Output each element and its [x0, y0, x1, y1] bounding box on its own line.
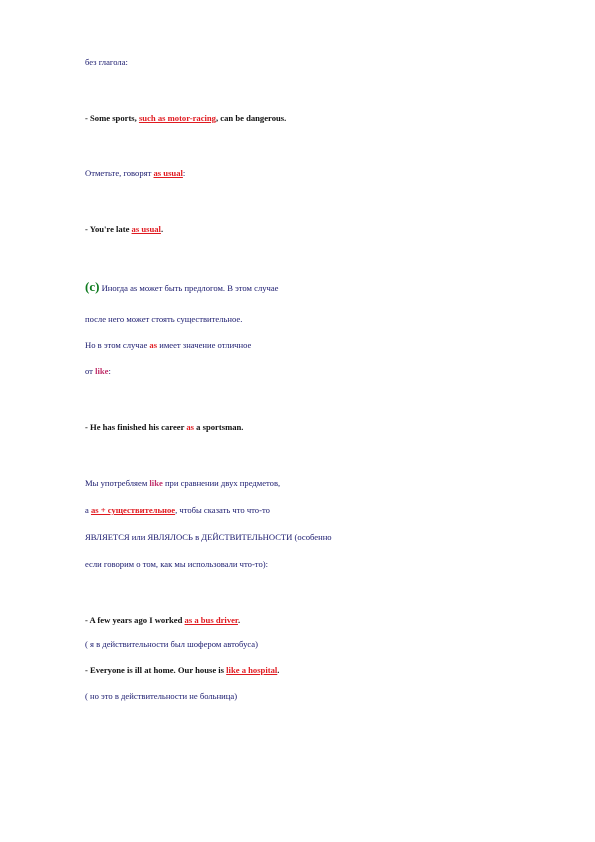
- text: если говорим о том, как мы использовали что-то):: [85, 559, 268, 569]
- rule-as-noun: [85, 504, 270, 516]
- example-late-as-usual: [85, 223, 163, 235]
- text: ( я в действительности был шофером автобуса): [85, 639, 258, 649]
- text-pre: Отметьте, говорят: [85, 168, 154, 178]
- text-post: , can be dangerous.: [215, 113, 287, 123]
- text: ( но это в действительности не больница): [85, 691, 238, 701]
- highlight-as-noun: as + существительное: [90, 505, 176, 515]
- rule-like-compare: [85, 477, 280, 489]
- text-post: :: [108, 366, 111, 376]
- rule-c-preposition: [85, 281, 278, 294]
- note-as-usual: [85, 167, 185, 179]
- text-pre: - Some sports,: [85, 113, 139, 123]
- text-pre: - He has finished his career: [85, 422, 187, 432]
- text-post: .: [277, 665, 280, 675]
- highlight-such-as: such as motor-racing: [138, 113, 216, 123]
- text-post: имеет значение отличное: [157, 340, 252, 350]
- example-career-sportsman: [85, 421, 243, 433]
- highlight-as-usual: as usual: [131, 224, 161, 234]
- example-hospital: [85, 664, 279, 676]
- text-post: , чтобы сказать что что-то: [175, 505, 270, 515]
- text-pre: - You're late: [85, 224, 132, 234]
- highlight-as-bus-driver: as a bus driver: [184, 615, 238, 625]
- highlight-like: like: [95, 366, 109, 376]
- rule-how-used: [85, 558, 268, 570]
- highlight-as: as: [186, 422, 195, 432]
- text: без глагола:: [85, 57, 128, 67]
- highlight-as: as: [149, 340, 158, 350]
- rule-c-meaning: [85, 339, 251, 351]
- text: ЯВЛЯЕТСЯ или ЯВЛЯЛОСЬ в ДЕЙСТВИТЕЛЬНОСТИ (особенно: [85, 532, 332, 542]
- text-pre: а: [85, 505, 91, 515]
- section-marker-c: (c): [85, 279, 100, 294]
- rule-is-really: [85, 531, 332, 543]
- highlight-like-hospital: like a hospital: [226, 665, 278, 675]
- text-post: при сравнении двух предметов,: [162, 478, 281, 488]
- highlight-like: like: [149, 478, 163, 488]
- text: Иногда as может быть предлогом. В этом случае: [99, 283, 279, 293]
- translation-hospital: [85, 690, 237, 702]
- translation-bus-driver: [85, 638, 258, 650]
- highlight-as-usual: as usual: [153, 168, 183, 178]
- text-pre: Мы употребляем: [85, 478, 150, 488]
- line-without-verb: [85, 56, 128, 68]
- text-pre: Но в этом случае: [85, 340, 150, 350]
- example-bus-driver: [85, 614, 240, 626]
- rule-c-noun: [85, 313, 242, 325]
- text-pre: - A few years ago I worked: [85, 615, 185, 625]
- rule-c-from-like: [85, 365, 111, 377]
- text-pre: от: [85, 366, 96, 376]
- text: после него может стоять существительное.: [85, 314, 243, 324]
- text-post: .: [237, 615, 241, 625]
- text-pre: - Everyone is ill at home. Our house is: [85, 665, 227, 675]
- text-post: .: [160, 224, 164, 234]
- text-post: a sportsman.: [194, 422, 244, 432]
- example-some-sports: [85, 112, 286, 124]
- text-post: :: [182, 168, 186, 178]
